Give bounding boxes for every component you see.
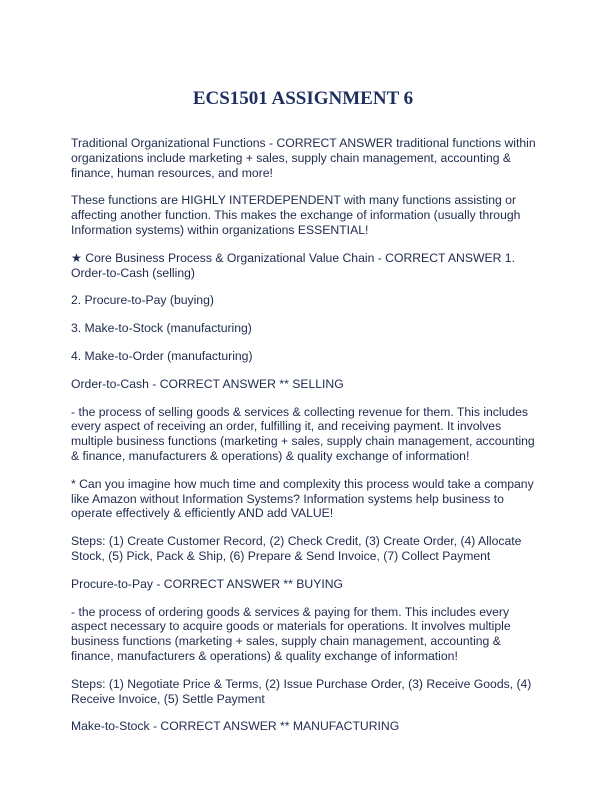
heading-procure-to-pay: Procure-to-Pay - CORRECT ANSWER ** BUYING — [71, 576, 344, 591]
list-item-make-to-order: 4. Make-to-Order (manufacturing) — [71, 348, 253, 363]
heading-order-to-cash: Order-to-Cash - CORRECT ANSWER ** SELLING — [71, 376, 344, 391]
paragraph-procure-to-pay-description: - the process of ordering goods & services & paying for them. This includes every aspect necessary to acquire goods or materials for operations. It involves multiple business functions (marketing + sales, supply chain management, accounting & finance, manufacturers & operations) & quality exchange of information! — [71, 604, 511, 663]
paragraph-core-business-process: ★ Core Business Process & Organizational Value Chain - CORRECT ANSWER 1. Order-to-Cash (selling) — [71, 250, 515, 280]
paragraph-order-to-cash-description: - the process of selling goods & services & collecting revenue for them. This includes every aspect of receiving an order, fulfilling it, and receiving payment. It involves multiple business functions (marketing + sales, supply chain management, accounting & finance, manufacturers & operations) & quality exchange of information! — [71, 404, 535, 463]
list-item-make-to-stock: 3. Make-to-Stock (manufacturing) — [71, 321, 252, 336]
document-title: ECS1501 ASSIGNMENT 6 — [192, 88, 414, 109]
paragraph-traditional-functions: Traditional Organizational Functions - CORRECT ANSWER traditional functions within organizations include marketing + sales, supply chain management, accounting & finance, human resources, and more! — [71, 136, 536, 180]
list-item-procure-to-pay: 2. Procure-to-Pay (buying) — [71, 293, 214, 308]
paragraph-order-to-cash-steps: Steps: (1) Create Customer Record, (2) Check Credit, (3) Create Order, (4) Allocate Stock, (5) Pick, Pack & Ship, (6) Prepare & Send Invoice, (7) Collect Payment — [71, 534, 522, 563]
document-body — [71, 136, 541, 747]
paragraph-amazon-note: * Can you imagine how much time and complexity this process would take a company like Amazon without Information Systems? Information systems help business to operate effectively & efficiently AND add VALUE! — [71, 476, 534, 521]
paragraph-procure-to-pay-steps: Steps: (1) Negotiate Price & Terms, (2) Issue Purchase Order, (3) Receive Goods, (4) Receive Invoice, (5) Settle Payment — [71, 676, 532, 706]
paragraph-interdependent: These functions are HIGHLY INTERDEPENDENT with many functions assisting or affecting another function. This makes the exchange of information (usually through Information systems) within organizations ESSENTIAL! — [71, 193, 521, 237]
heading-make-to-stock: Make-to-Stock - CORRECT ANSWER ** MANUFACTURING — [71, 719, 400, 734]
